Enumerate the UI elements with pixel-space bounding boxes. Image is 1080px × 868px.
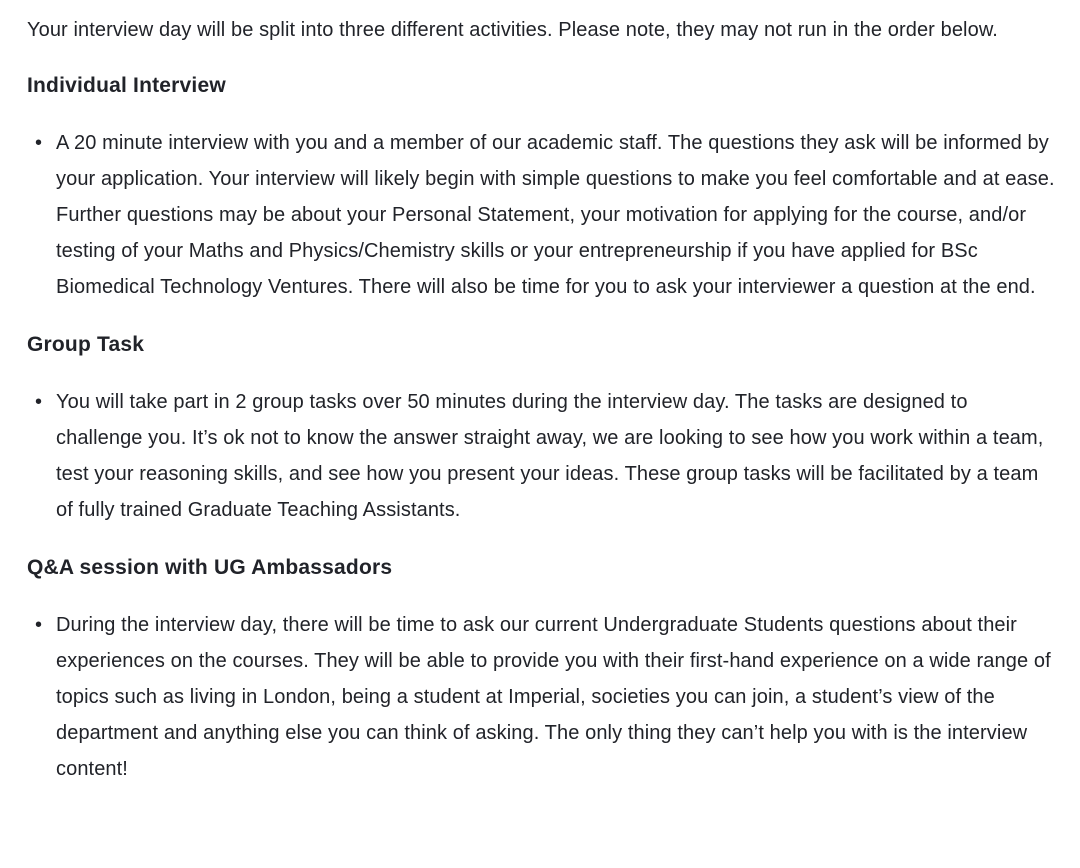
- heading-individual-interview: Individual Interview: [27, 74, 226, 97]
- group-task-list: [27, 384, 1056, 528]
- heading-group-task: Group Task: [27, 333, 145, 356]
- section-individual-interview: [27, 68, 1056, 305]
- heading-qa-ug-ambassadors: Q&A session with UG Ambassadors: [27, 556, 393, 579]
- individual-interview-list: [27, 125, 1056, 305]
- interview-day-content: [27, 12, 1056, 787]
- list-item: • A 20 minute interview with you and a member of our academic staff. The questions they ask will be informed by your application. Your interview will likely begin with simple questions to make you feel comfortable and at ease. Further questions may be about your Personal Statement, your motivation for applying for the course, and/or testing of your Maths and Physics/Chemistry skills or your entrepreneurship if you have applied for BSc Biomedical Technology Ventures. There will also be time for you to ask your interviewer a question at the end.: [56, 125, 1056, 305]
- qa-ambassadors-list: [27, 607, 1056, 787]
- intro-paragraph: Your interview day will be split into three different activities. Please note, they may not run in the order below.: [27, 19, 998, 41]
- section-qa-ug-ambassadors: [27, 550, 1056, 787]
- list-item: • You will take part in 2 group tasks over 50 minutes during the interview day. The tasks are designed to challenge you. It’s ok not to know the answer straight away, we are looking to see how you work within a team, test your reasoning skills, and see how you present your ideas. These group tasks will be facilitated by a team of fully trained Graduate Teaching Assistants.: [56, 384, 1056, 528]
- list-item: • During the interview day, there will be time to ask our current Undergraduate Students questions about their experiences on the courses. They will be able to provide you with their first-hand experience on a wide range of topics such as living in London, being a student at Imperial, societies you can join, a student’s view of the department and anything else you can think of asking. The only thing they can’t help you with is the interview content!: [56, 607, 1056, 787]
- section-group-task: [27, 327, 1056, 528]
